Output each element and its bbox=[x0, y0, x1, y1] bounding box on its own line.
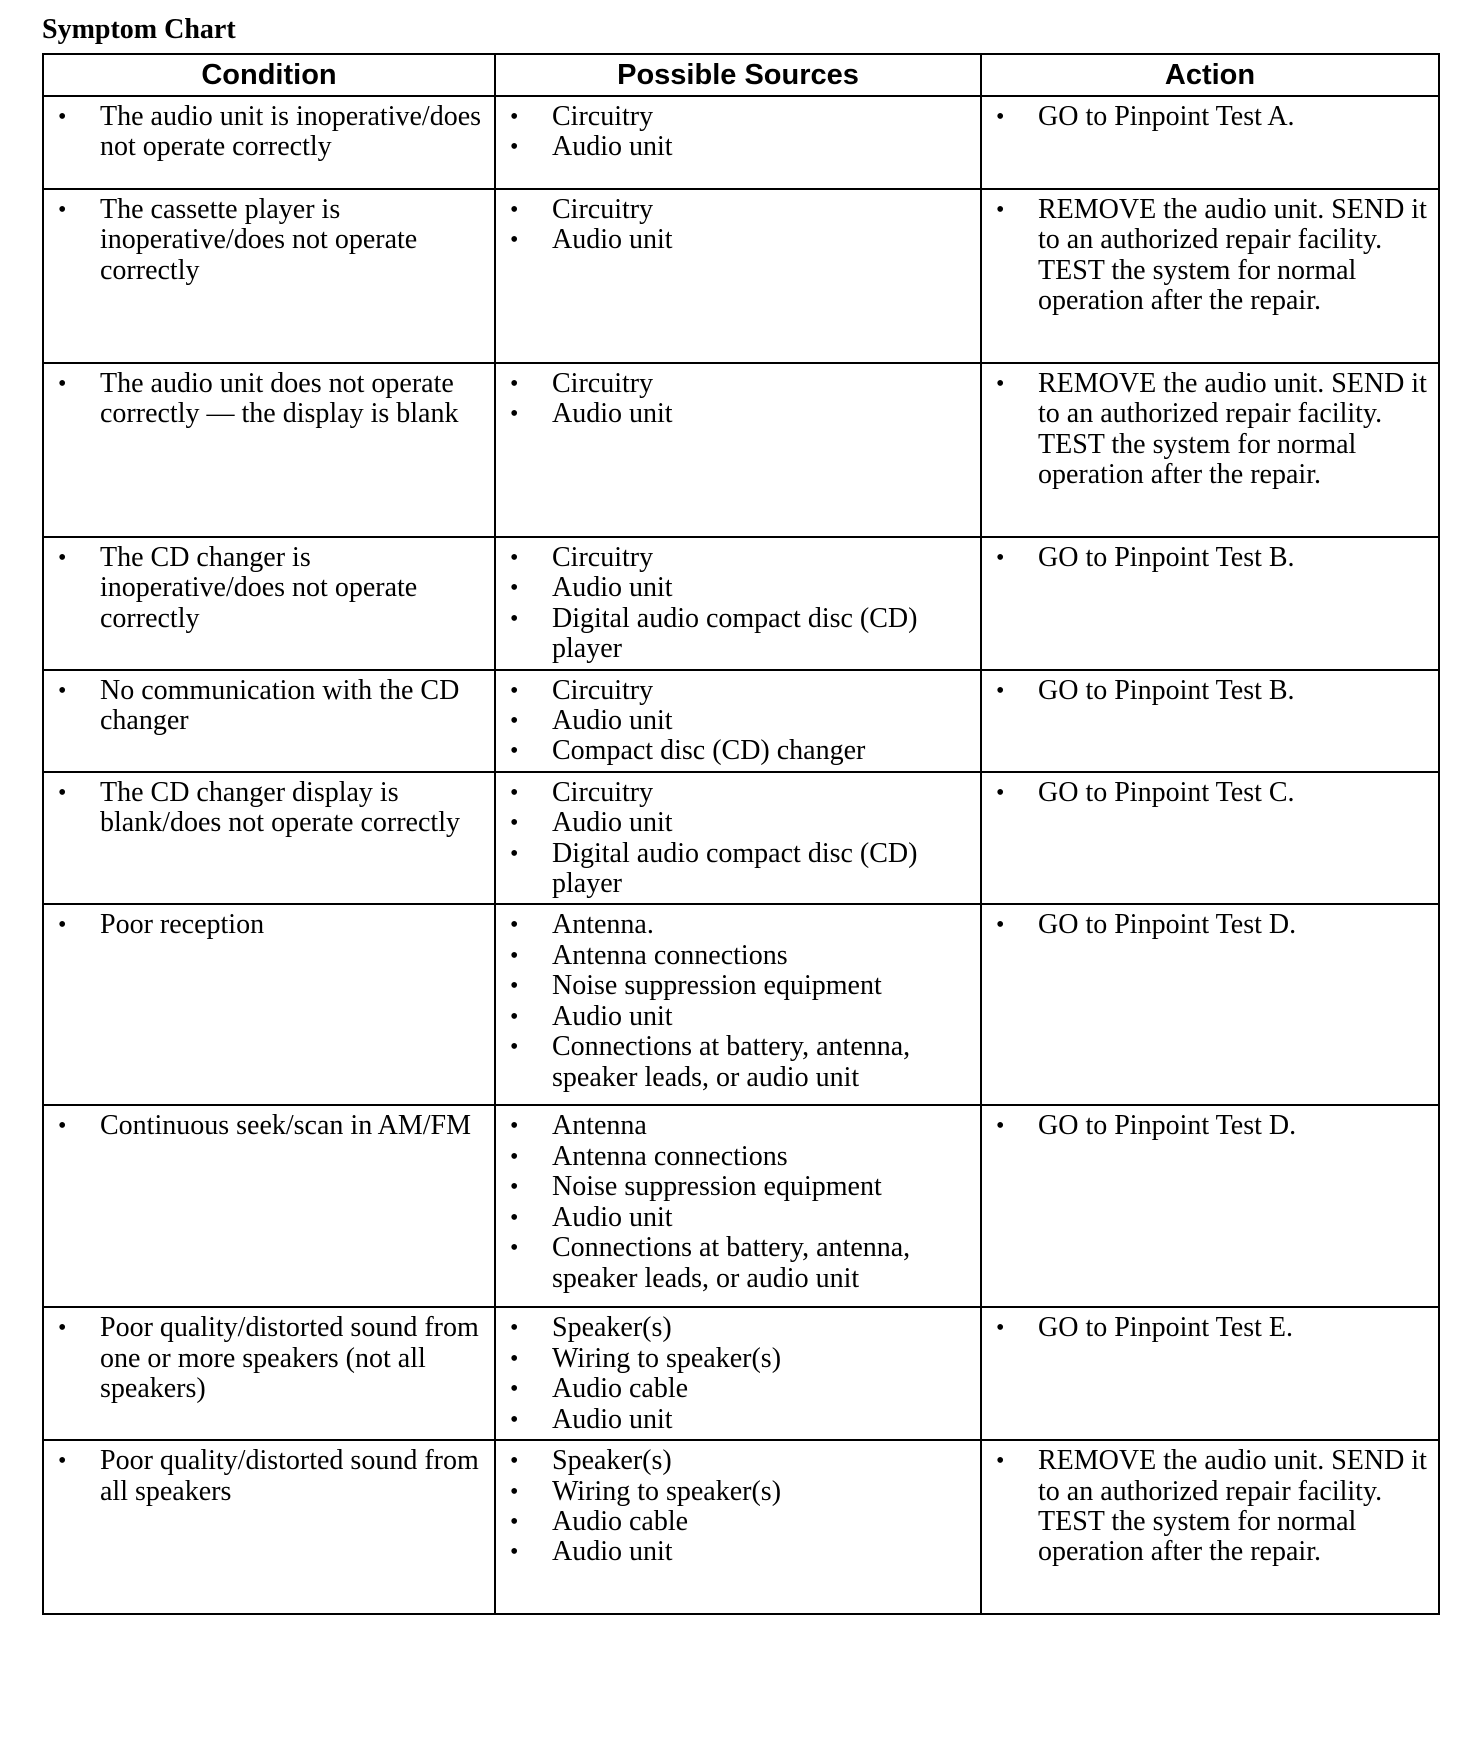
bullet-list bbox=[496, 1111, 980, 1293]
possible-sources-cell bbox=[495, 670, 981, 772]
bullet-list bbox=[982, 369, 1438, 491]
table-row bbox=[43, 670, 1439, 772]
bullet-item: • The audio unit is inoperative/does not operate correctly bbox=[44, 102, 494, 163]
bullet-item: • No communication with the CD changer bbox=[44, 676, 494, 737]
bullet-item: • Antenna. bbox=[496, 910, 980, 940]
bullet-item: • Audio cable bbox=[496, 1507, 980, 1537]
action-cell bbox=[981, 670, 1439, 772]
bullet-item: • Audio unit bbox=[496, 1203, 980, 1233]
bullet-item: • Audio cable bbox=[496, 1374, 980, 1404]
table-row bbox=[43, 363, 1439, 537]
action-cell bbox=[981, 537, 1439, 670]
bullet-list bbox=[982, 676, 1438, 706]
bullet-item: • Digital audio compact disc (CD) player bbox=[496, 604, 980, 665]
table-row bbox=[43, 1307, 1439, 1440]
condition-cell bbox=[43, 1105, 495, 1307]
bullet-list bbox=[44, 1111, 494, 1141]
bullet-list bbox=[982, 195, 1438, 317]
action-cell bbox=[981, 363, 1439, 537]
bullet-item: • Audio unit bbox=[496, 132, 980, 162]
bullet-list bbox=[496, 778, 980, 900]
possible-sources-cell bbox=[495, 96, 981, 189]
bullet-list bbox=[496, 1446, 980, 1568]
bullet-item: • Speaker(s) bbox=[496, 1446, 980, 1476]
possible-sources-cell bbox=[495, 1307, 981, 1440]
bullet-list bbox=[496, 676, 980, 767]
bullet-item: • Audio unit bbox=[496, 808, 980, 838]
bullet-list bbox=[982, 778, 1438, 808]
bullet-item: • Connections at battery, antenna, speaker leads, or audio unit bbox=[496, 1233, 980, 1294]
condition-cell bbox=[43, 537, 495, 670]
bullet-item: • REMOVE the audio unit. SEND it to an authorized repair facility. TEST the system for normal operation after the repair. bbox=[982, 369, 1438, 491]
bullet-list bbox=[496, 369, 980, 430]
bullet-item: • GO to Pinpoint Test C. bbox=[982, 778, 1438, 808]
bullet-item: • The CD changer display is blank/does not operate correctly bbox=[44, 778, 494, 839]
bullet-item: • GO to Pinpoint Test A. bbox=[982, 102, 1438, 132]
bullet-list bbox=[44, 778, 494, 839]
bullet-list bbox=[44, 543, 494, 634]
bullet-item: • Audio unit bbox=[496, 225, 980, 255]
bullet-item: • Circuitry bbox=[496, 543, 980, 573]
bullet-list bbox=[496, 543, 980, 665]
bullet-item: • Poor reception bbox=[44, 910, 494, 940]
bullet-list bbox=[44, 910, 494, 940]
bullet-item: • Wiring to speaker(s) bbox=[496, 1344, 980, 1374]
bullet-item: • Poor quality/distorted sound from all speakers bbox=[44, 1446, 494, 1507]
bullet-item: • REMOVE the audio unit. SEND it to an authorized repair facility. TEST the system for normal operation after the repair. bbox=[982, 195, 1438, 317]
bullet-item: • REMOVE the audio unit. SEND it to an authorized repair facility. TEST the system for normal operation after the repair. bbox=[982, 1446, 1438, 1568]
bullet-list bbox=[496, 102, 980, 163]
bullet-item: • Continuous seek/scan in AM/FM bbox=[44, 1111, 494, 1141]
bullet-item: • The cassette player is inoperative/does not operate correctly bbox=[44, 195, 494, 286]
bullet-item: • Audio unit bbox=[496, 1537, 980, 1567]
condition-cell bbox=[43, 670, 495, 772]
bullet-list bbox=[44, 1446, 494, 1507]
table-body bbox=[43, 96, 1439, 1614]
bullet-item: • GO to Pinpoint Test B. bbox=[982, 543, 1438, 573]
bullet-item: • Compact disc (CD) changer bbox=[496, 736, 980, 766]
bullet-list bbox=[982, 1313, 1438, 1343]
column-header-action: Action bbox=[981, 54, 1439, 96]
bullet-item: • Audio unit bbox=[496, 1405, 980, 1435]
header-row bbox=[43, 54, 1439, 96]
bullet-item: • Poor quality/distorted sound from one or more speakers (not all speakers) bbox=[44, 1313, 494, 1404]
table-row bbox=[43, 772, 1439, 905]
condition-cell bbox=[43, 904, 495, 1105]
condition-cell bbox=[43, 96, 495, 189]
bullet-list bbox=[44, 195, 494, 286]
bullet-item: • Circuitry bbox=[496, 676, 980, 706]
bullet-list bbox=[982, 102, 1438, 132]
bullet-list bbox=[44, 369, 494, 430]
bullet-list bbox=[496, 1313, 980, 1435]
bullet-item: • Circuitry bbox=[496, 195, 980, 225]
bullet-list bbox=[982, 1446, 1438, 1568]
action-cell bbox=[981, 1105, 1439, 1307]
action-cell bbox=[981, 904, 1439, 1105]
bullet-item: • Circuitry bbox=[496, 102, 980, 132]
bullet-item: • Audio unit bbox=[496, 706, 980, 736]
bullet-list bbox=[44, 676, 494, 737]
possible-sources-cell bbox=[495, 772, 981, 905]
bullet-list bbox=[496, 195, 980, 256]
condition-cell bbox=[43, 1440, 495, 1614]
bullet-item: • Noise suppression equipment bbox=[496, 1172, 980, 1202]
bullet-item: • Digital audio compact disc (CD) player bbox=[496, 839, 980, 900]
condition-cell bbox=[43, 363, 495, 537]
bullet-item: • The audio unit does not operate correctly — the display is blank bbox=[44, 369, 494, 430]
bullet-list bbox=[982, 1111, 1438, 1141]
table-row bbox=[43, 904, 1439, 1105]
bullet-item: • Audio unit bbox=[496, 399, 980, 429]
bullet-list bbox=[44, 102, 494, 163]
bullet-list bbox=[496, 910, 980, 1092]
table-row bbox=[43, 189, 1439, 363]
bullet-item: • Speaker(s) bbox=[496, 1313, 980, 1343]
possible-sources-cell bbox=[495, 1440, 981, 1614]
table-row bbox=[43, 1440, 1439, 1614]
bullet-item: • GO to Pinpoint Test D. bbox=[982, 910, 1438, 940]
action-cell bbox=[981, 772, 1439, 905]
possible-sources-cell bbox=[495, 537, 981, 670]
column-header-condition: Condition bbox=[43, 54, 495, 96]
action-cell bbox=[981, 1440, 1439, 1614]
possible-sources-cell bbox=[495, 1105, 981, 1307]
bullet-list bbox=[44, 1313, 494, 1404]
action-cell bbox=[981, 96, 1439, 189]
table-row bbox=[43, 537, 1439, 670]
bullet-item: • The CD changer is inoperative/does not operate correctly bbox=[44, 543, 494, 634]
bullet-item: • GO to Pinpoint Test D. bbox=[982, 1111, 1438, 1141]
bullet-list bbox=[982, 910, 1438, 940]
action-cell bbox=[981, 1307, 1439, 1440]
condition-cell bbox=[43, 772, 495, 905]
page-title: Symptom Chart bbox=[42, 14, 236, 45]
bullet-item: • Antenna connections bbox=[496, 1142, 980, 1172]
possible-sources-cell bbox=[495, 363, 981, 537]
possible-sources-cell bbox=[495, 904, 981, 1105]
possible-sources-cell bbox=[495, 189, 981, 363]
bullet-item: • Circuitry bbox=[496, 369, 980, 399]
symptom-table bbox=[42, 53, 1440, 1615]
bullet-item: • Wiring to speaker(s) bbox=[496, 1477, 980, 1507]
condition-cell bbox=[43, 1307, 495, 1440]
bullet-item: • Audio unit bbox=[496, 573, 980, 603]
table-row bbox=[43, 96, 1439, 189]
bullet-item: • Connections at battery, antenna, speaker leads, or audio unit bbox=[496, 1032, 980, 1093]
bullet-item: • GO to Pinpoint Test B. bbox=[982, 676, 1438, 706]
bullet-item: • Antenna bbox=[496, 1111, 980, 1141]
table-row bbox=[43, 1105, 1439, 1307]
bullet-item: • Antenna connections bbox=[496, 941, 980, 971]
column-header-possible-sources: Possible Sources bbox=[495, 54, 981, 96]
bullet-list bbox=[982, 543, 1438, 573]
bullet-item: • Circuitry bbox=[496, 778, 980, 808]
bullet-item: • GO to Pinpoint Test E. bbox=[982, 1313, 1438, 1343]
bullet-item: • Audio unit bbox=[496, 1002, 980, 1032]
condition-cell bbox=[43, 189, 495, 363]
action-cell bbox=[981, 189, 1439, 363]
bullet-item: • Noise suppression equipment bbox=[496, 971, 980, 1001]
